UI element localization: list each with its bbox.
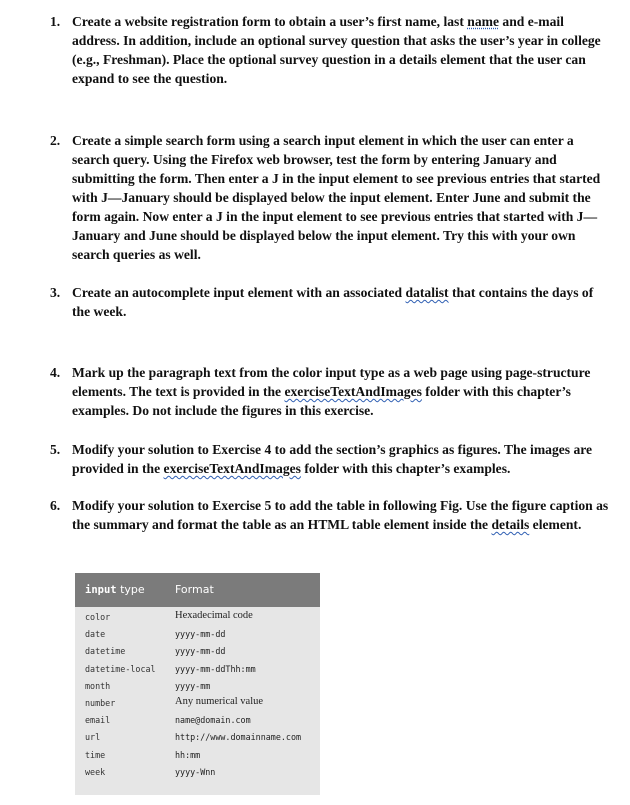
underlined-term: name bbox=[467, 14, 499, 29]
input-type-cell: email bbox=[85, 715, 111, 726]
input-type-cell: month bbox=[85, 680, 111, 691]
input-types-figure bbox=[75, 573, 320, 795]
input-type-cell: time bbox=[85, 749, 106, 760]
exercise-number: 3. bbox=[50, 285, 61, 300]
exercise-number: 2. bbox=[50, 133, 61, 148]
format-cell: yyyy-mm-ddThh:mm bbox=[175, 663, 256, 674]
text-run: Mark up the paragraph text from the color input type as a web page using page-structure elements. The text is provided in the bbox=[72, 365, 591, 399]
text-run: folder with this chapter’s examples. Do not include the figures in this exercise. bbox=[72, 384, 571, 418]
input-type-cell: week bbox=[85, 766, 106, 777]
exercise-number: 6. bbox=[50, 498, 61, 513]
table-row bbox=[75, 764, 320, 781]
text-run: that contains the days of the week. bbox=[72, 285, 594, 319]
figure-rows bbox=[75, 609, 320, 781]
text-run: and e-mail address. In addition, include an optional survey question that asks the user’s year in college (e.g., Freshman). Place the optional survey question in a details element that the user can expand to see the question. bbox=[72, 14, 601, 86]
exercise-4 bbox=[50, 363, 610, 420]
format-cell: Hexadecimal code bbox=[175, 610, 253, 621]
underlined-term: exerciseTextAndImages bbox=[284, 384, 422, 399]
underlined-term: datalist bbox=[405, 285, 449, 300]
exercise-2 bbox=[50, 131, 610, 264]
input-type-cell: color bbox=[85, 612, 111, 622]
exercise-5 bbox=[50, 440, 610, 478]
format-cell: yyyy-mm-dd bbox=[175, 646, 226, 657]
figure-header bbox=[75, 573, 320, 607]
exercise-1 bbox=[50, 12, 610, 88]
input-type-cell: datetime-local bbox=[85, 663, 156, 674]
text-run: folder with this chapter’s examples. bbox=[300, 461, 511, 476]
format-cell: yyyy-mm-dd bbox=[175, 629, 226, 640]
input-type-cell: datetime bbox=[85, 646, 126, 657]
table-row bbox=[75, 609, 320, 626]
text-run: element. bbox=[529, 517, 582, 532]
exercise-6 bbox=[50, 496, 610, 534]
exercise-number: 5. bbox=[50, 442, 61, 457]
table-row bbox=[75, 661, 320, 678]
format-cell: name@domain.com bbox=[175, 715, 251, 726]
format-cell: yyyy-Wnn bbox=[175, 766, 216, 777]
format-cell: Any numerical value bbox=[175, 695, 264, 707]
underlined-term: exerciseTextAndImages bbox=[163, 461, 301, 476]
text-run: Modify your solution to Exercise 5 to add the table in following Fig. Use the figure caption as the summary and format the table as an HTML table element inside the bbox=[72, 498, 609, 532]
exercise-3 bbox=[50, 283, 610, 321]
table-row bbox=[75, 695, 320, 712]
exercise-number: 1. bbox=[50, 14, 61, 29]
exercise-text bbox=[72, 131, 610, 264]
exercise-text bbox=[72, 496, 610, 534]
input-type-cell: number bbox=[85, 697, 116, 708]
input-type-cell: url bbox=[85, 732, 101, 743]
text-run: Create a simple search form using a search input element in which the user can enter a search query. Using the Firefox web browser, test the form by entering January and submitting the form. Then enter a J in the input element to see previous entries that started with J—January should be displayed below the input element. Enter June and submit the form again. Now enter a J in the input element to see previous entries that started with J— January and June should be displayed below the input element. Try this with your own search queries as well. bbox=[72, 133, 601, 262]
table-row bbox=[75, 729, 320, 746]
text-run: Modify your solution to Exercise 4 to add the section’s graphics as figures. The images are provided in the bbox=[72, 442, 593, 476]
exercise-text bbox=[72, 440, 610, 478]
input-type-cell: date bbox=[85, 629, 106, 640]
header-rest: type bbox=[116, 583, 145, 596]
format-cell: yyyy-mm bbox=[175, 680, 211, 691]
table-row bbox=[75, 643, 320, 660]
table-row bbox=[75, 712, 320, 729]
table-row bbox=[75, 626, 320, 643]
table-row bbox=[75, 747, 320, 764]
underlined-term: details bbox=[491, 517, 530, 532]
table-row bbox=[75, 678, 320, 695]
text-run: Create an autocomplete input element with an associated bbox=[72, 285, 406, 300]
header-input-type bbox=[85, 583, 145, 596]
format-cell: http://www.domainname.com bbox=[175, 732, 302, 743]
exercise-number: 4. bbox=[50, 365, 61, 380]
exercise-text bbox=[72, 283, 610, 321]
header-format: Format bbox=[175, 583, 214, 596]
text-run: Create a website registration form to obtain a user’s first name, last bbox=[72, 14, 468, 29]
header-code: input bbox=[85, 584, 117, 596]
exercise-text bbox=[72, 363, 610, 420]
format-cell: hh:mm bbox=[175, 749, 201, 760]
exercise-text bbox=[72, 12, 610, 88]
